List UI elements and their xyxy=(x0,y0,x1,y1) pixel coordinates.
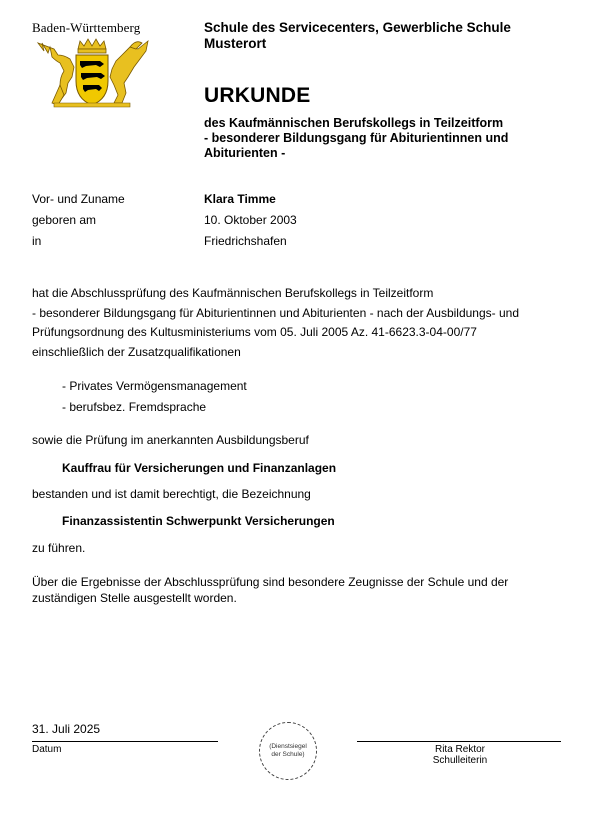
qualification-item: - berufsbez. Fremdsprache xyxy=(62,400,207,414)
training-paragraph: sowie die Prüfung im anerkannten Ausbildungsberuf xyxy=(32,433,309,447)
birthdate-value: 10. Oktober 2003 xyxy=(204,213,297,227)
closing-paragraph: zu führen. xyxy=(32,541,86,555)
birthplace-label: in xyxy=(32,234,42,248)
signature-line xyxy=(357,741,561,742)
exam-paragraph-line3: Prüfungsordnung des Kultusministeriums vom 05. Juli 2005 Az. 41-6623.3-04-00/77 xyxy=(32,325,477,339)
school-name xyxy=(204,20,544,52)
exam-paragraph-line1: hat die Abschlussprüfung des Kaufmännischen Berufskollegs in Teilzeitform xyxy=(32,286,434,300)
certificate-subtitle xyxy=(204,116,544,161)
designation-title: Finanzassistentin Schwerpunkt Versicherungen xyxy=(62,514,335,528)
name-label: Vor- und Zuname xyxy=(32,192,125,206)
results-paragraph xyxy=(32,575,572,606)
school-name-line2: Musterort xyxy=(204,36,267,51)
coat-of-arms-icon xyxy=(30,37,155,109)
exam-paragraph xyxy=(32,284,572,362)
date-label: Datum xyxy=(32,744,62,755)
exam-paragraph-line2: - besonderer Bildungsgang für Abiturientinnen und Abiturienten - nach der Ausbildungs- und xyxy=(32,305,520,320)
profession-title: Kauffrau für Versicherungen und Finanzanlagen xyxy=(62,461,337,475)
qualification-item: - Privates Vermögensmanagement xyxy=(62,379,247,393)
school-name-line1: Schule des Servicecenters, Gewerbliche Schule xyxy=(204,20,511,35)
certificate-title: URKUNDE xyxy=(204,84,311,107)
subtitle-line3: Abiturienten - xyxy=(204,146,286,160)
subtitle-line2: - besonderer Bildungsgang für Abiturientinnen und xyxy=(204,131,509,145)
date-line xyxy=(32,741,218,742)
signer-name: Rita Rektor xyxy=(434,744,485,755)
name-value: Klara Timme xyxy=(204,192,276,206)
signer-title: Schulleiterin xyxy=(432,755,488,766)
state-name: Baden-Württemberg xyxy=(32,20,141,35)
results-paragraph-line1: Über die Ergebnisse der Abschlussprüfung sind besondere Zeugnisse der Schule und der xyxy=(32,575,509,589)
subtitle-line1: des Kaufmännischen Berufskollegs in Teilzeitform xyxy=(204,116,504,130)
birthdate-label: geboren am xyxy=(32,213,97,227)
results-paragraph-line2: zuständigen Stelle ausgestellt worden. xyxy=(32,590,237,605)
official-seal xyxy=(259,722,317,780)
exam-paragraph-line4: einschließlich der Zusatzqualifikationen xyxy=(32,344,241,359)
birthplace-value: Friedrichshafen xyxy=(204,234,287,248)
seal-line1: (Dienstsiegel xyxy=(269,743,307,750)
entitlement-paragraph: bestanden und ist damit berechtigt, die Bezeichnung xyxy=(32,487,311,501)
date-value: 31. Juli 2025 xyxy=(32,722,101,736)
seal-line2: der Schule) xyxy=(271,751,305,758)
